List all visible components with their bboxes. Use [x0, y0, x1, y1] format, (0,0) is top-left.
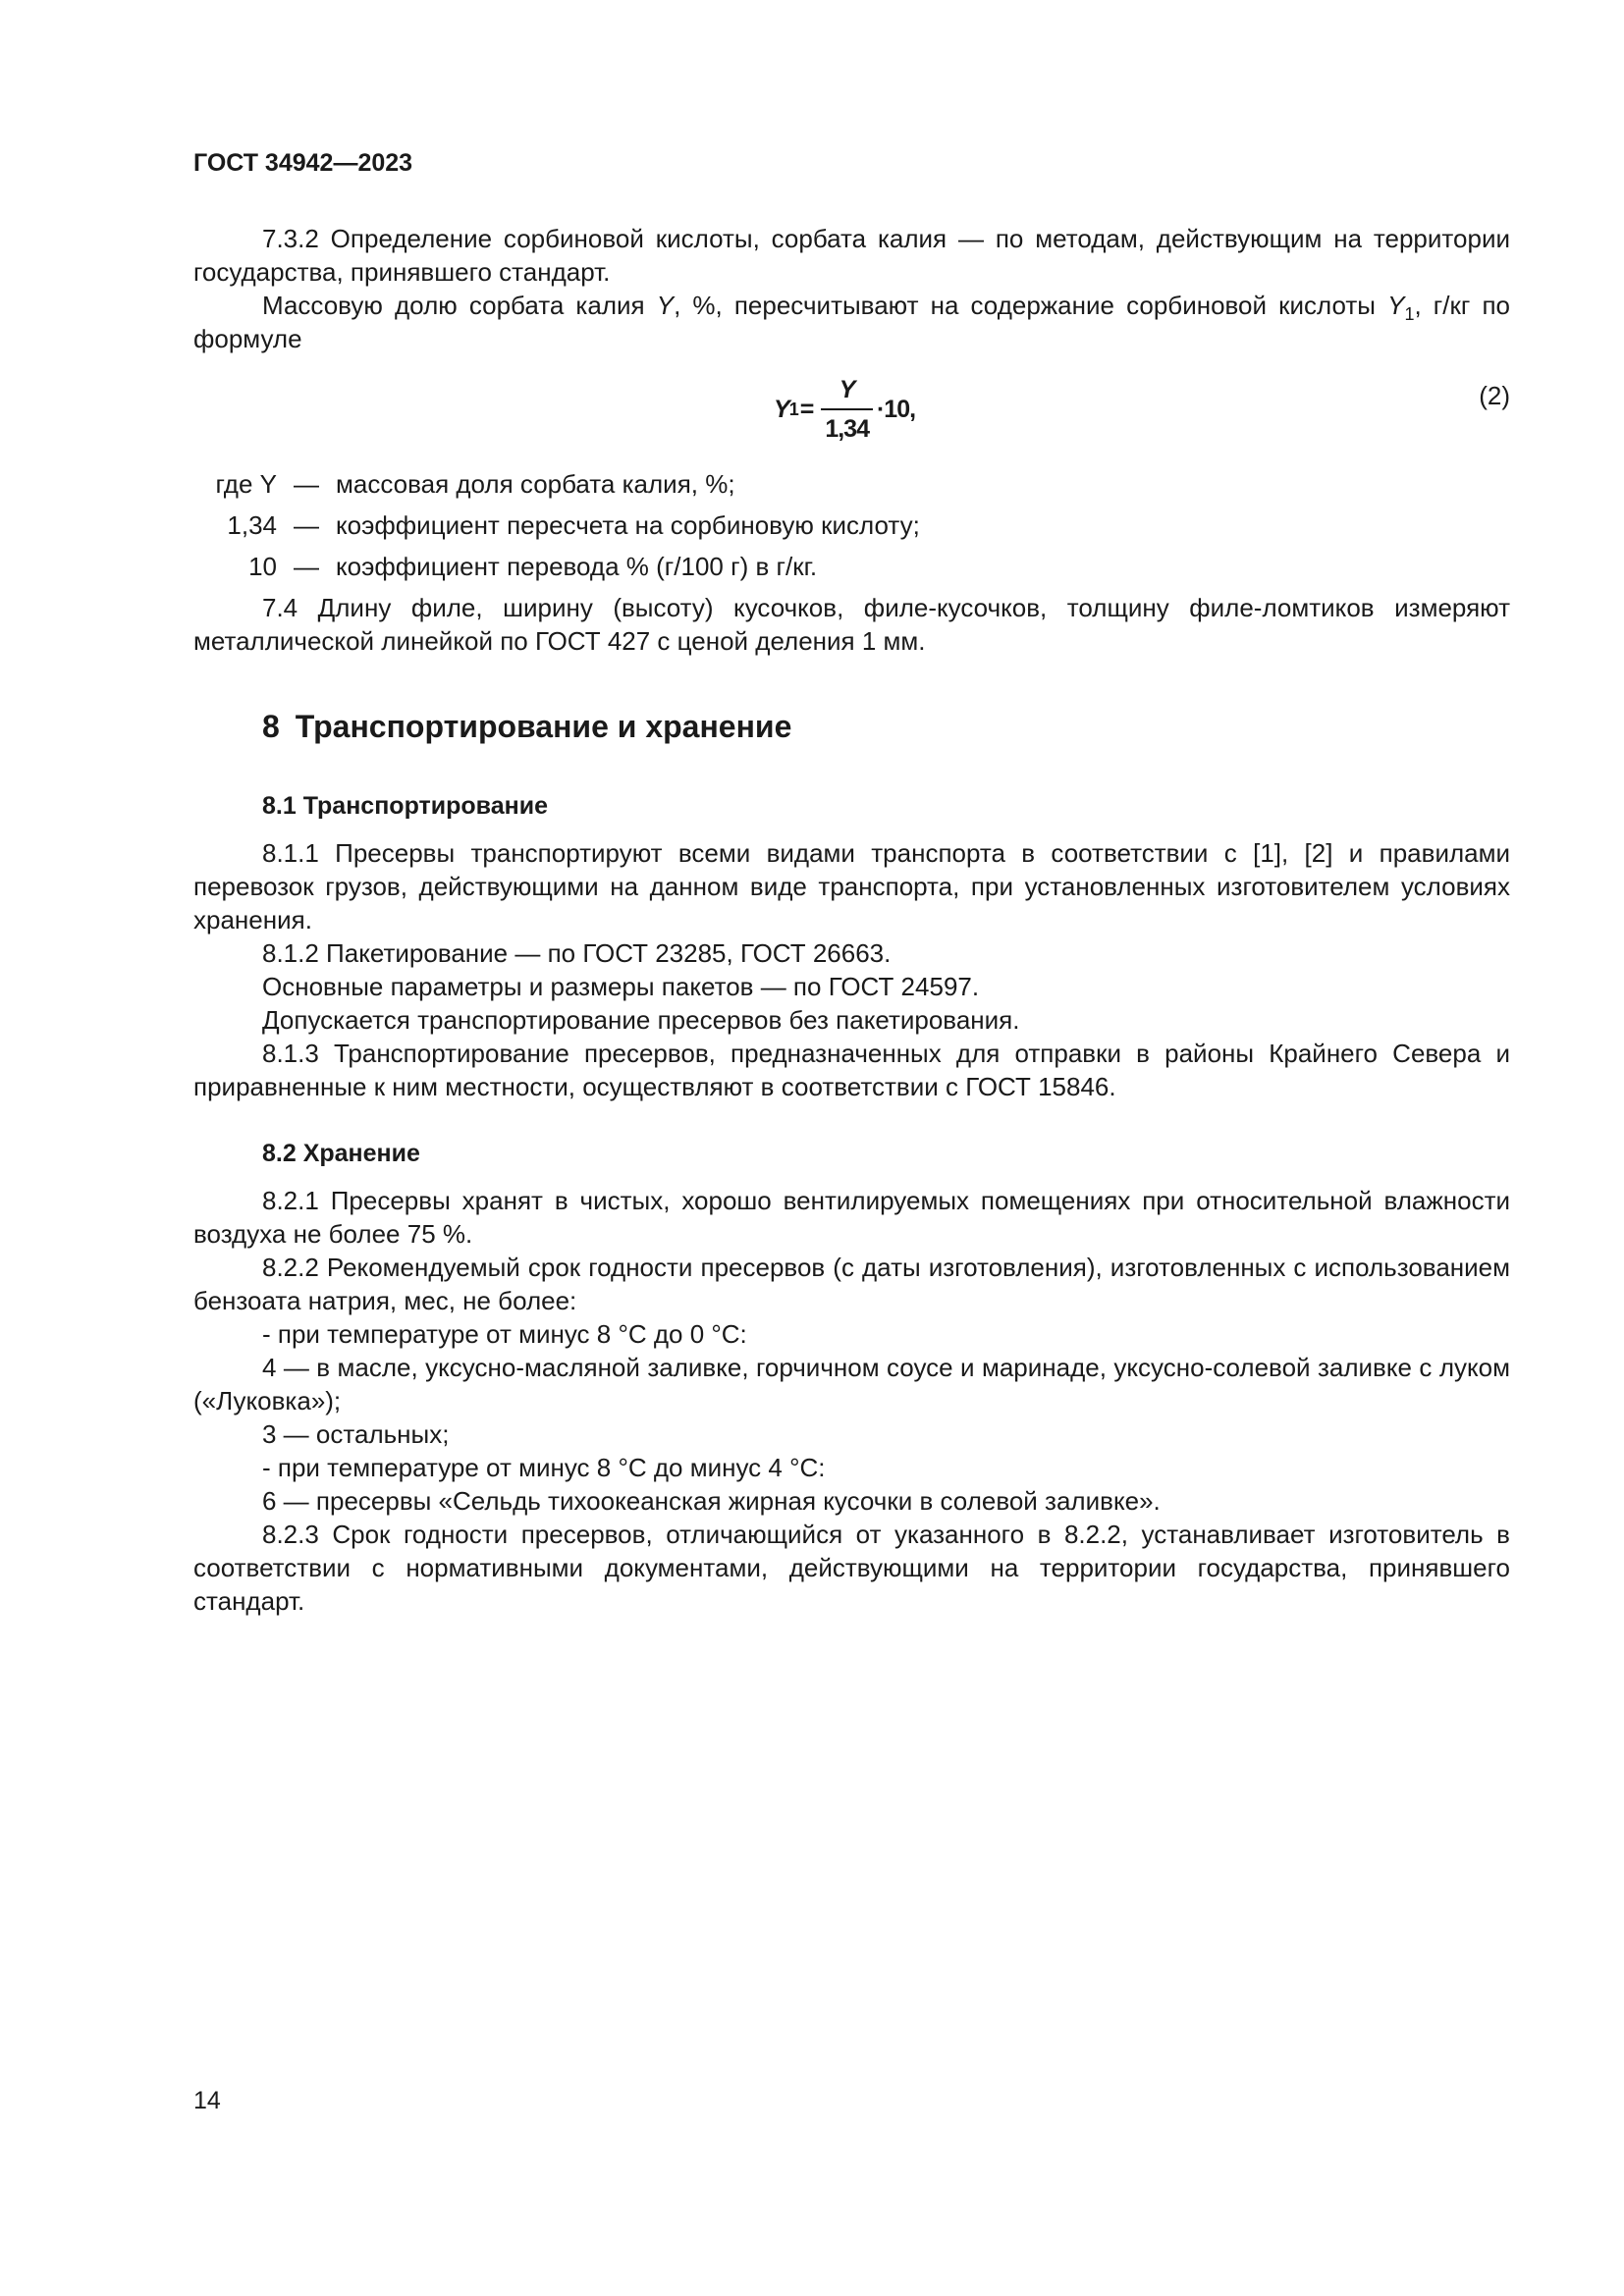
page-number: 14	[193, 2087, 221, 2114]
subsection-8-1-heading: 8.1 Транспортирование	[262, 792, 548, 820]
where-row	[193, 467, 1510, 508]
paragraph-7-4: 7.4 Длину филе, ширину (высоту) кусочков, филе-кусочков, толщину филе-ломтиков измеряют металлической линейкой по ГОСТ 427 с ценой деления 1 мм.	[193, 593, 1510, 656]
where-dash: —	[294, 469, 319, 499]
formula-number: (2)	[1479, 381, 1510, 410]
formula-lhs: Y	[774, 396, 789, 423]
paragraph: Допускается транспортирование пресервов без пакетирования.	[262, 1005, 1020, 1035]
paragraph: 8.2.2 Рекомендуемый срок годности пресервов (с даты изготовления), изготовленных с использованием бензоата натрия, мес, не более:	[193, 1253, 1510, 1315]
where-key: 1,34	[227, 510, 277, 540]
paragraph: 8.2.3 Срок годности пресервов, отличающийся от указанного в 8.2.2, устанавливает изготовитель в соответствии с нормативными документами, действующими на территории государства, принявшего стандарт.	[193, 1520, 1510, 1616]
where-dash: —	[294, 510, 319, 540]
paragraph: 4 — в масле, уксусно-масляной заливке, горчичном соусе и маринаде, уксусно-солевой заливке с луком («Луковка»);	[193, 1353, 1510, 1415]
formula-2	[193, 367, 1510, 444]
document-header: ГОСТ 34942—2023	[193, 149, 413, 177]
section-8-number: 8	[262, 709, 280, 744]
paragraph: 6 — пресервы «Сельдь тихоокеанская жирная кусочки в солевой заливке».	[262, 1486, 1161, 1516]
paragraph: 8.1.3 Транспортирование пресервов, предназначенных для отправки в районы Крайнего Севера и приравненные к ним местности, осуществляют в соответствии с ГОСТ 15846.	[193, 1039, 1510, 1101]
where-list	[193, 467, 1510, 591]
paragraph: 8.2.1 Пресервы хранят в чистых, хорошо вентилируемых помещениях при относительной влажности воздуха не более 75 %.	[193, 1186, 1510, 1249]
paragraph: - при температуре от минус 8 °С до минус 4 °С:	[262, 1453, 826, 1482]
where-text: коэффициент перевода % (г/100 г) в г/кг.	[336, 552, 818, 581]
formula-expression: Y 1 = $\frac{Y}{1,34}$ ·10,	[774, 373, 915, 446]
formula-tail: ·10,	[876, 396, 916, 423]
section-8-title: Транспортирование и хранение	[295, 709, 792, 744]
paragraph-7-3-2: 7.3.2 Определение сорбиновой кислоты, сорбата калия — по методам, действующим на территории государства, принявшего стандарт.	[193, 224, 1510, 287]
where-key: 10	[248, 552, 277, 581]
formula-fraction	[821, 373, 873, 446]
where-row	[193, 508, 1510, 550]
subsection-8-1-body	[193, 836, 1510, 1103]
paragraph: Основные параметры и размеры пакетов — по ГОСТ 24597.	[262, 972, 980, 1001]
paragraph: - при температуре от минус 8 °С до 0 °С:	[262, 1319, 747, 1349]
formula-denominator: 1,34	[821, 408, 873, 446]
paragraph-mass-fraction: Массовую долю сорбата калия Y, %, пересчитывают на содержание сорбиновой кислоты $Y_1$, г/кг по формуле	[193, 291, 1511, 353]
where-dash: —	[294, 552, 319, 581]
formula-numerator: Y	[839, 376, 855, 403]
subsection-8-2-body	[193, 1184, 1510, 1618]
paragraph: 8.1.2 Пакетирование — по ГОСТ 23285, ГОСТ 26663.	[262, 938, 892, 968]
paragraph: 8.1.1 Пресервы транспортируют всеми видами транспорта в соответствии с [1], [2] и правилами перевозок грузов, действующими на данном виде транспорта, при установленных изготовителем условиях хранения.	[193, 838, 1510, 934]
section-8-heading	[262, 707, 1510, 746]
where-text: коэффициент пересчета на сорбиновую кислоту;	[336, 510, 920, 540]
subsection-8-2-heading: 8.2 Хранение	[262, 1140, 420, 1167]
where-row	[193, 550, 1510, 591]
where-text: массовая доля сорбата калия, %;	[336, 469, 735, 499]
paragraph: 3 — остальных;	[262, 1419, 450, 1449]
where-key: где Y	[215, 469, 277, 499]
page-content	[193, 222, 1510, 1618]
formula-equals: =	[799, 396, 814, 423]
